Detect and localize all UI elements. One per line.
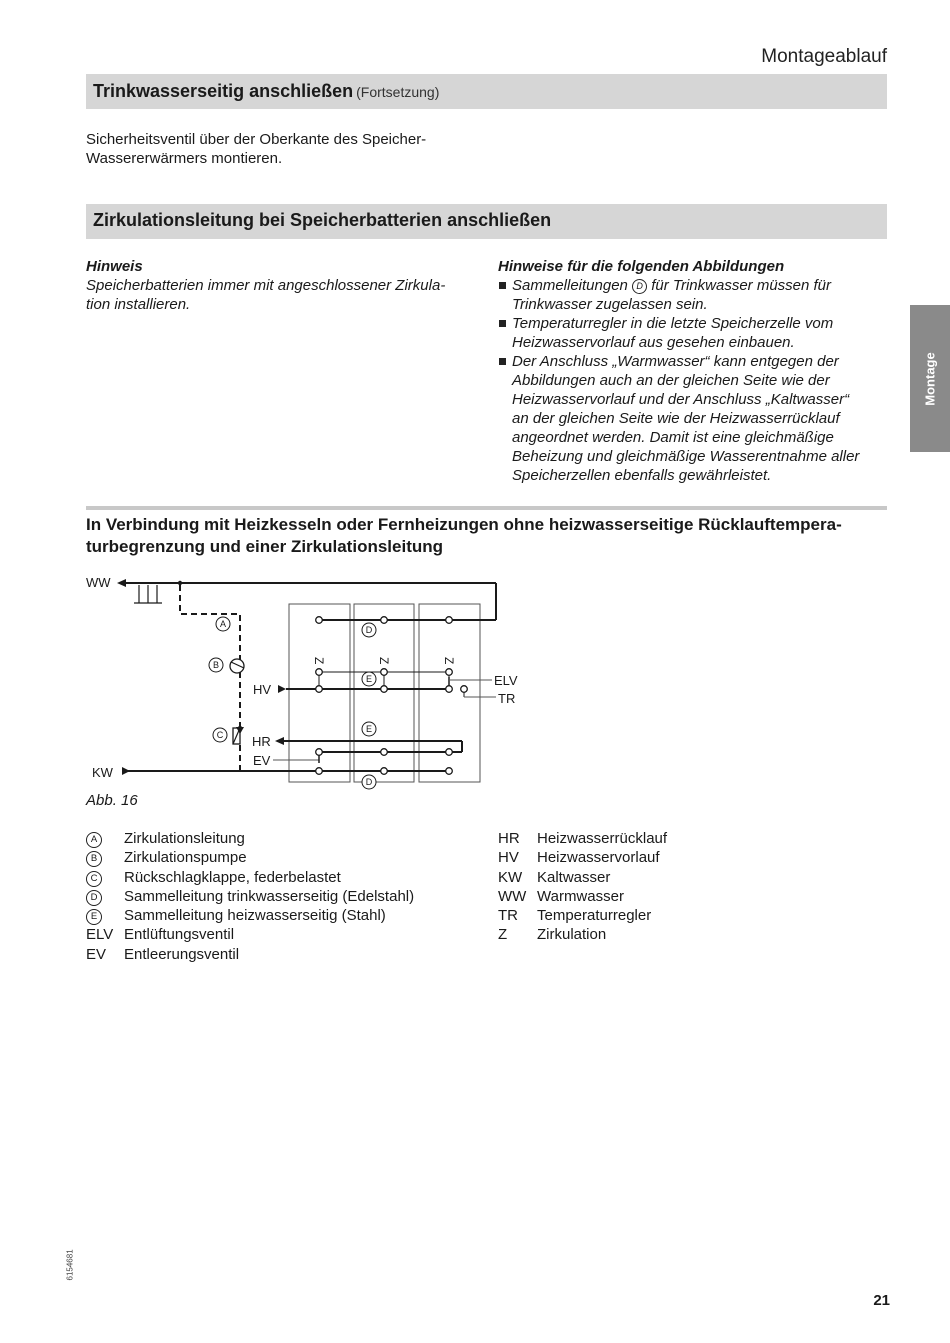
document-number: 6154681 <box>65 1249 75 1281</box>
label-kw: KW <box>92 765 113 780</box>
text-line: Wassererwärmers montieren. <box>86 150 283 167</box>
port <box>381 686 388 693</box>
legend-row <box>86 848 414 867</box>
port <box>316 768 323 775</box>
note-line: tion installieren. <box>86 296 191 313</box>
callout-e: E <box>365 674 373 684</box>
legend-row <box>86 925 414 944</box>
legend-right <box>498 829 667 945</box>
hints-heading: Hinweise für die folgenden Abbildungen <box>498 258 785 275</box>
legend-row <box>86 906 414 925</box>
hint-text: angeordnet werden. Damit ist eine gleichmäßige <box>512 429 834 446</box>
note-line: Speicherbatterien immer mit angeschlossener Zirkula- <box>86 277 446 294</box>
legend-row <box>86 945 414 964</box>
hint-text: Heizwasservorlauf und der Anschluss „Kaltwasser“ <box>512 391 850 408</box>
legend-row <box>498 848 667 867</box>
port <box>461 686 468 693</box>
legend-row <box>498 925 667 944</box>
legend-key: C <box>86 871 102 887</box>
arrow-out <box>117 579 126 587</box>
port <box>446 686 453 693</box>
hint-text: Speicherzellen ebenfalls gewährleistet. <box>512 467 772 484</box>
label-hr: HR <box>252 734 271 749</box>
label-z: Z <box>312 657 326 665</box>
legend-key: E <box>86 909 102 925</box>
running-title: Montageablauf <box>761 46 887 67</box>
legend-key: ELV <box>86 926 114 944</box>
legend-text: Kaltwasser <box>537 868 611 886</box>
legend-row <box>86 868 414 887</box>
label-z: Z <box>377 657 391 665</box>
port <box>446 617 453 624</box>
legend-text: Warmwasser <box>537 887 624 905</box>
pump-symbol <box>230 659 244 673</box>
arrow-in <box>122 767 130 775</box>
legend-key: TR <box>498 907 518 925</box>
note-heading: Hinweis <box>86 258 143 275</box>
legend-row <box>498 868 667 887</box>
hint-text: Abbildungen auch an der gleichen Seite wie der <box>512 372 830 389</box>
legend-text: Heizwasservorlauf <box>537 849 660 867</box>
legend-row <box>86 829 414 848</box>
legend-row <box>86 887 414 906</box>
circulation-line <box>180 585 240 660</box>
label-tr: TR <box>498 691 516 706</box>
figure-caption: Abb. 16 <box>86 792 138 809</box>
chapter-tab-label: Montage <box>922 351 938 406</box>
chapter-tab <box>910 305 950 452</box>
port <box>316 686 323 693</box>
legend-text: Heizwasserrücklauf <box>537 830 668 847</box>
port <box>381 749 388 756</box>
section-title: Zirkulationsleitung bei Speicherbatterien anschließen <box>93 210 552 230</box>
hint-text: Heizwasservorlauf aus gesehen einbauen. <box>512 334 795 351</box>
hint-text: Sammelleitungen <box>512 277 628 294</box>
ref-marker: D <box>632 279 647 294</box>
arrow-in <box>278 685 286 693</box>
label-hv: HV <box>253 682 272 697</box>
callout-c: C <box>216 730 224 740</box>
hint-text: Temperaturregler in die letzte Speicherzelle vom <box>512 315 834 332</box>
legend-key: KW <box>498 868 523 886</box>
text-line: Sicherheitsventil über der Oberkante des Speicher- <box>86 131 427 148</box>
port <box>381 768 388 775</box>
port <box>446 768 453 775</box>
legend-text: Entlüftungsventil <box>124 926 235 944</box>
label-ev: EV <box>253 753 271 768</box>
legend-text: Rückschlagklappe, federbelastet <box>124 868 341 886</box>
figure-title-line: turbegrenzung und einer Zirkulationsleitung <box>86 537 444 556</box>
hint-text: Beheizung und gleichmäßige Wasserentnahme aller <box>512 448 860 465</box>
callout-b: B <box>212 660 220 670</box>
figure-title-line: In Verbindung mit Heizkesseln oder Fernheizungen ohne heizwasserseitige Rücklauftempera- <box>86 515 842 534</box>
legend-text: Temperaturregler <box>537 907 652 925</box>
callout-d: D <box>365 777 373 787</box>
port <box>316 617 323 624</box>
section-title: Trinkwasserseitig anschließen <box>93 81 354 101</box>
legend-row <box>498 887 667 906</box>
legend-row <box>498 906 667 925</box>
port <box>446 669 453 676</box>
arrow-out <box>275 737 284 745</box>
hint-text: für Trinkwasser müssen für <box>651 277 832 294</box>
legend-text: Entleerungsventil <box>124 945 240 963</box>
port <box>316 749 323 756</box>
legend-key: B <box>86 851 102 867</box>
label-elv: ELV <box>494 673 518 688</box>
hint-text: an der gleichen Seite wie der Heizwasserrücklauf <box>512 410 840 427</box>
port <box>446 749 453 756</box>
legend-text: Zirkulationspumpe <box>124 849 247 867</box>
legend-key: A <box>86 832 102 848</box>
legend-key: WW <box>498 887 527 905</box>
legend-text: Zirkulation <box>537 926 607 944</box>
hint-text: Der Anschluss „Warmwasser“ kann entgegen der <box>512 353 839 370</box>
port <box>381 617 388 624</box>
legend-key: Z <box>498 926 508 944</box>
callout-a: A <box>219 619 227 629</box>
section-subtitle: (Fortsetzung) <box>356 84 440 100</box>
legend-key: HR <box>498 830 520 847</box>
legend-left <box>86 829 414 964</box>
label-z: Z <box>442 657 456 665</box>
callout-e: E <box>365 724 373 734</box>
callout-d: D <box>365 625 373 635</box>
legend-key: EV <box>86 945 107 963</box>
label-ww: WW <box>86 575 111 590</box>
legend-text: Sammelleitung trinkwasserseitig (Edelstahl) <box>124 887 415 905</box>
hint-text: Trinkwasser zugelassen sein. <box>512 296 708 313</box>
legend-text: Sammelleitung heizwasserseitig (Stahl) <box>124 907 386 925</box>
port <box>381 669 388 676</box>
legend-key: D <box>86 890 102 906</box>
legend-text: Zirkulationsleitung <box>124 830 245 847</box>
legend-key: HV <box>498 849 519 867</box>
legend-row <box>498 829 667 848</box>
port <box>316 669 323 676</box>
page-number: 21 <box>873 1292 890 1309</box>
